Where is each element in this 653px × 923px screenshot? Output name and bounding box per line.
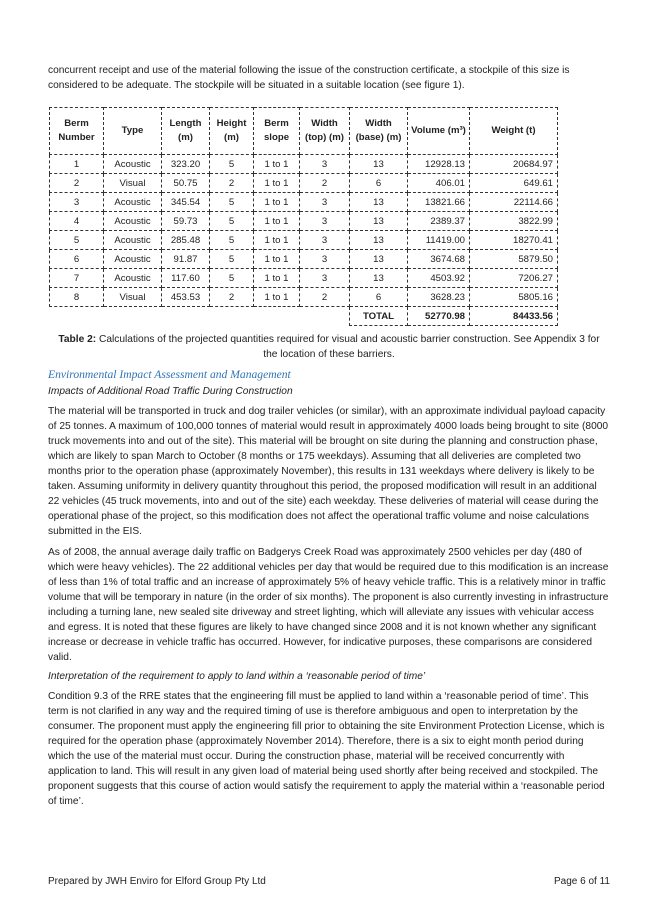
table-cell: 13 xyxy=(350,269,408,288)
header-height: Height (m) xyxy=(210,108,254,155)
header-volume: Volume (m³) xyxy=(408,108,470,155)
table-cell: Acoustic xyxy=(104,250,162,269)
table-cell: 406.01 xyxy=(408,174,470,193)
header-berm-number: Berm Number xyxy=(50,108,104,155)
table-cell: 5879.50 xyxy=(470,250,558,269)
table-cell: 649.61 xyxy=(470,174,558,193)
table-cell: 3822.99 xyxy=(470,212,558,231)
table-cell: 285.48 xyxy=(162,231,210,250)
caption-label: Table 2: xyxy=(58,334,97,345)
subheading-road-traffic: Impacts of Additional Road Traffic During Construction xyxy=(48,386,293,397)
total-weight: 84433.56 xyxy=(470,307,558,326)
paragraph-condition-9-3: Condition 9.3 of the RRE states that the engineering fill must be applied to land within a ‘reasonable period of time’. This term is not clarified in any way and the required timing of use is therefore ambiguous and open to interpretation by the consumer. The proponent must apply the engineering fill prior to obtaining the site Environment Protection License, which is required for the operation phase (approximately November 2014). Therefore, there is a six to eight month period during which the use of the material must occur. During the construction phase, material will be received concurrently with application to land. This will result in any given load of material being used shortly after being received and stockpiled. The proponent suggests that this course of action would satisfy the requirement to apply the material within a ‘reasonable period of time’. xyxy=(48,691,605,807)
table-blank-cell xyxy=(162,307,210,326)
table-cell: 3 xyxy=(300,212,350,231)
table-cell: 2389.37 xyxy=(408,212,470,231)
table-cell: 1 to 1 xyxy=(254,193,300,212)
table-cell: 453.53 xyxy=(162,288,210,307)
table-row xyxy=(50,269,558,288)
table-row xyxy=(50,193,558,212)
table-cell: Acoustic xyxy=(104,155,162,174)
table-cell: 2 xyxy=(210,288,254,307)
intro-paragraph: concurrent receipt and use of the material following the issue of the construction certificate, a stockpile of this size is considered to be adequate. The stockpile will be situated in a suitable location (see figure 1). xyxy=(48,65,570,91)
table-cell: 3 xyxy=(300,193,350,212)
table-cell: 2 xyxy=(300,288,350,307)
section-heading: Environmental Impact Assessment and Management xyxy=(48,368,291,381)
table-cell: Acoustic xyxy=(104,212,162,231)
caption-text: Calculations of the projected quantities required for visual and acoustic barrier construction. See Appendix 3 for the location of these barriers. xyxy=(96,334,600,360)
table-cell: 3 xyxy=(300,250,350,269)
berm-quantities-table xyxy=(49,107,558,326)
table-cell: 1 to 1 xyxy=(254,231,300,250)
table-cell: 1 to 1 xyxy=(254,288,300,307)
table-cell: 5 xyxy=(210,250,254,269)
table-cell: 8 xyxy=(50,288,104,307)
table-cell: 3674.68 xyxy=(408,250,470,269)
table-blank-cell xyxy=(210,307,254,326)
table-cell: 3 xyxy=(50,193,104,212)
table-cell: 91.87 xyxy=(162,250,210,269)
table-cell: 5 xyxy=(210,155,254,174)
table-cell: Acoustic xyxy=(104,193,162,212)
table-header-row xyxy=(50,108,558,155)
table-cell: 13 xyxy=(350,212,408,231)
table-cell: 3 xyxy=(300,231,350,250)
table-blank-cell xyxy=(254,307,300,326)
table-cell: 3 xyxy=(300,269,350,288)
table-cell: 345.54 xyxy=(162,193,210,212)
table-blank-cell xyxy=(300,307,350,326)
table-cell: 20684.97 xyxy=(470,155,558,174)
table-blank-cell xyxy=(104,307,162,326)
table-cell: 1 to 1 xyxy=(254,269,300,288)
header-width-base: Width (base) (m) xyxy=(350,108,408,155)
table-cell: 5 xyxy=(210,269,254,288)
table-cell: 5 xyxy=(210,193,254,212)
header-berm-slope: Berm slope xyxy=(254,108,300,155)
table-total-row xyxy=(50,307,558,326)
table-cell: 1 xyxy=(50,155,104,174)
subheading-reasonable-period: Interpretation of the requirement to apply to land within a ‘reasonable period of time’ xyxy=(48,671,426,682)
table-cell: 3 xyxy=(300,155,350,174)
table-cell: 12928.13 xyxy=(408,155,470,174)
table-row xyxy=(50,231,558,250)
table-cell: 5 xyxy=(210,212,254,231)
table-cell: Acoustic xyxy=(104,269,162,288)
table-cell: 11419.00 xyxy=(408,231,470,250)
total-volume: 52770.98 xyxy=(408,307,470,326)
table-cell: 18270.41 xyxy=(470,231,558,250)
table-cell: 7 xyxy=(50,269,104,288)
paragraph-material-transport: The material will be transported in truck and dog trailer vehicles (or similar), with an approximate individual payload capacity of 25 tonnes. A maximum of 100,000 tonnes of material would result in approximately 4000 loads being brought to site (8000 truck movements into and out of the site). This material will be brought on site during the planning and construction phase, which are likely to span March to October (8 months or 175 weekdays). Assuming that all deliveries are completed two months prior to the operation phase (approximately November), this results in 131 weekdays where delivery is likely to be taken. Assuming uniformity in delivery quantity throughout this period, the proposed modification will result in an additional 22 vehicles (45 truck movements, into and out of the site) each weekday. These deliveries of material will cease during the operational phase of the project, so this modification does not affect the operational traffic volume and noise calculations submitted in the EIS. xyxy=(48,406,609,537)
footer-page-number: Page 6 of 11 xyxy=(554,876,610,887)
document-page xyxy=(48,63,610,815)
table-cell: 13821.66 xyxy=(408,193,470,212)
table-cell: 7206.27 xyxy=(470,269,558,288)
table-cell: 22114.66 xyxy=(470,193,558,212)
table-caption xyxy=(48,332,610,362)
table-cell: 2 xyxy=(50,174,104,193)
header-weight: Weight (t) xyxy=(470,108,558,155)
table-cell: 59.73 xyxy=(162,212,210,231)
table-cell: 6 xyxy=(350,174,408,193)
total-label: TOTAL xyxy=(350,307,408,326)
table-cell: 13 xyxy=(350,155,408,174)
table-cell: 3628.23 xyxy=(408,288,470,307)
table-cell: 4 xyxy=(50,212,104,231)
table-cell: 1 to 1 xyxy=(254,155,300,174)
table-cell: 1 to 1 xyxy=(254,250,300,269)
table-cell: 4503.92 xyxy=(408,269,470,288)
header-width-top: Width (top) (m) xyxy=(300,108,350,155)
table-row xyxy=(50,155,558,174)
table-cell: 1 to 1 xyxy=(254,212,300,231)
footer-prepared-by: Prepared by JWH Enviro for Elford Group Pty Ltd xyxy=(48,876,266,887)
table-cell: 13 xyxy=(350,193,408,212)
table-row xyxy=(50,212,558,231)
table-cell: 1 to 1 xyxy=(254,174,300,193)
table-blank-cell xyxy=(50,307,104,326)
header-length: Length (m) xyxy=(162,108,210,155)
table-cell: 323.20 xyxy=(162,155,210,174)
table-cell: 2 xyxy=(210,174,254,193)
table-row xyxy=(50,288,558,307)
table-cell: 117.60 xyxy=(162,269,210,288)
table-cell: 5805.16 xyxy=(470,288,558,307)
table-cell: 13 xyxy=(350,250,408,269)
table-cell: 50.75 xyxy=(162,174,210,193)
table-cell: 6 xyxy=(350,288,408,307)
header-type: Type xyxy=(104,108,162,155)
table-cell: Visual xyxy=(104,288,162,307)
paragraph-traffic-volume: As of 2008, the annual average daily traffic on Badgerys Creek Road was approximately 2500 vehicles per day (480 of which were heavy vehicles). The 22 additional vehicles per day that would be required due to this modification is an increase of less than 1% of total traffic and an increase of approximately 5% of heavy vehicle traffic. This is a relatively minor in traffic volume that will be temporary in nature (in the order of six months). The proponent is also currently investing in infrastructure including a turning lane, new sealed site driveway and street lighting, which will alleviate any issues with vehicular access and egress. It is noted that these figures are likely to have changed since 2008 and it is not known whether any significant increase or decrease in vehicle traffic has occurred. However, for indicative purposes, these comparisons are considered valid. xyxy=(48,547,609,663)
table-cell: 5 xyxy=(210,231,254,250)
table-row xyxy=(50,250,558,269)
table-cell: Acoustic xyxy=(104,231,162,250)
table-cell: 13 xyxy=(350,231,408,250)
table-cell: 5 xyxy=(50,231,104,250)
table-cell: Visual xyxy=(104,174,162,193)
table-cell: 2 xyxy=(300,174,350,193)
table-cell: 6 xyxy=(50,250,104,269)
table-row xyxy=(50,174,558,193)
